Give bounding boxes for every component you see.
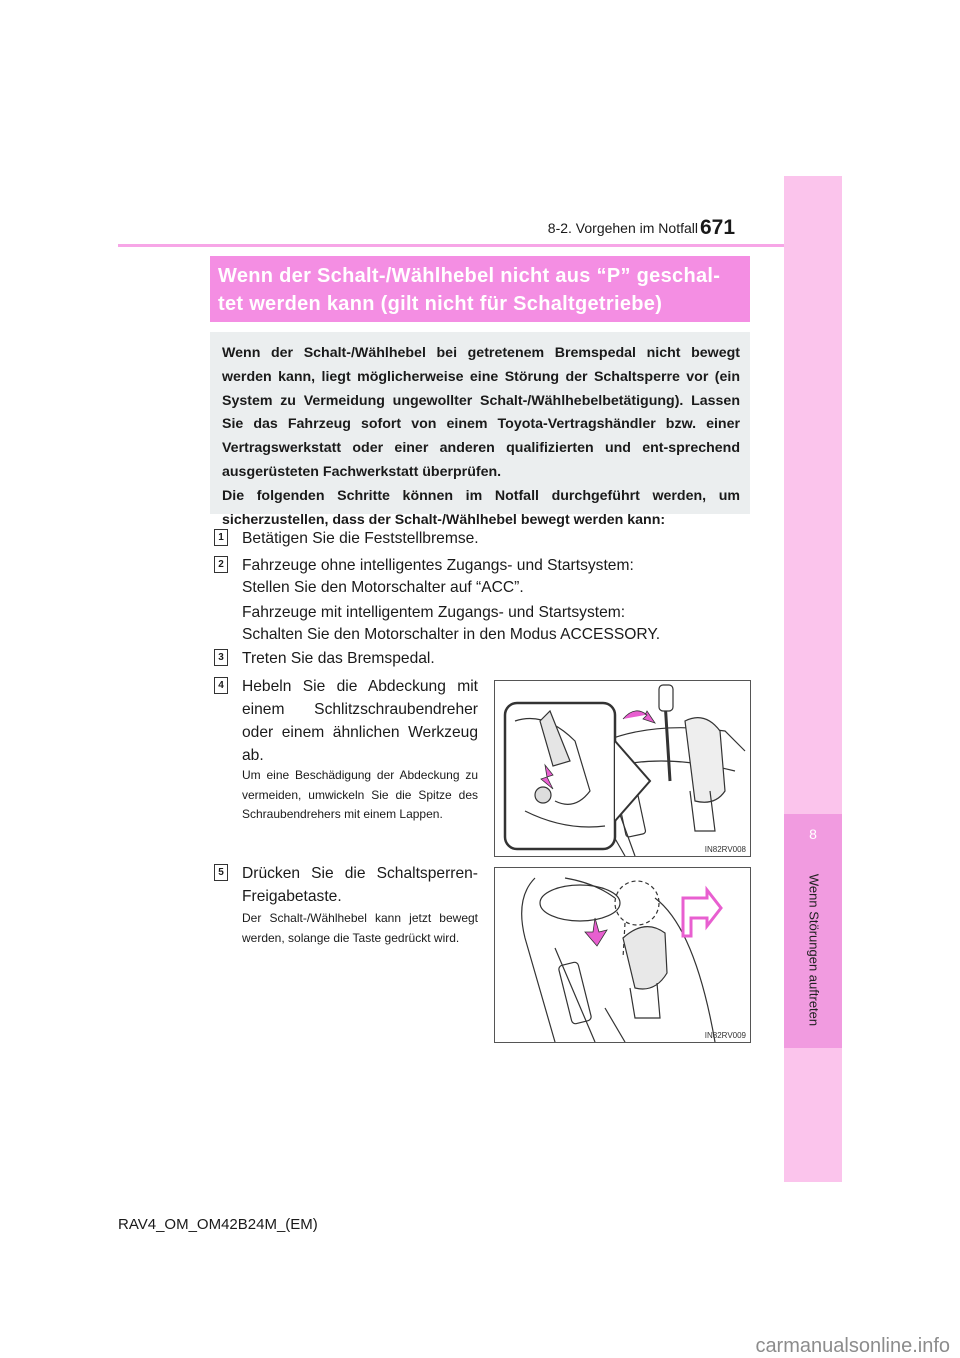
- title-band: [210, 256, 750, 322]
- step-number: 1: [214, 529, 228, 546]
- document-code: RAV4_OM_OM42B24M_(EM): [118, 1216, 318, 1233]
- step-number: 2: [214, 556, 228, 573]
- chapter-title: Wenn Störungen auftreten: [806, 873, 822, 1027]
- warning-text: Wenn der Schalt-/Wählhebel bei getretenem Bremspedal nicht bewegt werden kann, liegt möglicherweise eine Störung der Schaltsperre vor (ein System zu Vermeidung ungewollter Schalt-/Wählhebelbetätigung). Lassen Sie das Fahrzeug sofort von einem Toyota-Vertragshändler bzw. einer Vertragswerkstatt oder einer anderen qualifizierten und ent-sprechend ausgerüsteten Fachwerkstatt überprüfen. Die folgenden Schritte können im Notfall durchgeführt werden, um sicherzustellen, dass der Schalt-/Wählhebel bewegt werden kann:: [222, 345, 740, 528]
- figure-code: IN82RV009: [704, 1031, 746, 1040]
- step-text: Stellen Sie den Motorschalter auf “ACC”.: [242, 579, 524, 596]
- header-rule: [118, 244, 784, 247]
- figure-cover-removal-drawing: [495, 681, 750, 856]
- step-number: 3: [214, 649, 228, 666]
- step-text: Betätigen Sie die Feststellbremse.: [242, 530, 479, 547]
- step-text: Fahrzeuge ohne intelligentes Zugangs- und Startsystem:: [242, 557, 634, 574]
- figure-shift-lock-release: [494, 867, 751, 1043]
- figure-shift-lock-release-drawing: [495, 868, 750, 1042]
- arrow-icon: [585, 918, 607, 946]
- step-note: Um eine Beschädigung der Abdeckung zu vermeiden, umwickeln Sie die Spitze des Schraubendrehers mit einem Lappen.: [242, 768, 478, 821]
- step-text: Drücken Sie die Schaltsperren-Freigabetaste.: [242, 865, 478, 905]
- section-label: 8-2. Vorgehen im Notfall: [547, 220, 698, 236]
- chapter-number: 8: [809, 826, 817, 842]
- warning-box: [210, 332, 750, 528]
- step-number: 4: [214, 677, 228, 694]
- arrow-icon: [623, 711, 655, 723]
- step-note: Der Schalt-/Wählhebel kann jetzt bewegt werden, solange die Taste gedrückt wird.: [242, 911, 478, 945]
- page-number: 671: [700, 216, 736, 239]
- step-text: Schalten Sie den Motorschalter in den Modus ACCESSORY.: [242, 626, 661, 643]
- figure-cover-removal: [494, 680, 751, 857]
- step-text: Fahrzeuge mit intelligentem Zugangs- und Startsystem:: [242, 604, 626, 621]
- step-number: 5: [214, 864, 228, 881]
- arrow-icon: [683, 890, 721, 936]
- step-text: Hebeln Sie die Abdeckung mit einem Schlitzschraubendreher oder einem ähnlichen Werkzeug ab.: [242, 678, 478, 764]
- figure-code: IN82RV008: [704, 845, 746, 854]
- page-title: Wenn der Schalt-/Wählhebel nicht aus “P” geschal-tet werden kann (gilt nicht für Schaltgetriebe): [218, 265, 721, 315]
- watermark: carmanualsonline.info: [755, 1335, 950, 1357]
- step-text: Treten Sie das Bremspedal.: [242, 650, 435, 667]
